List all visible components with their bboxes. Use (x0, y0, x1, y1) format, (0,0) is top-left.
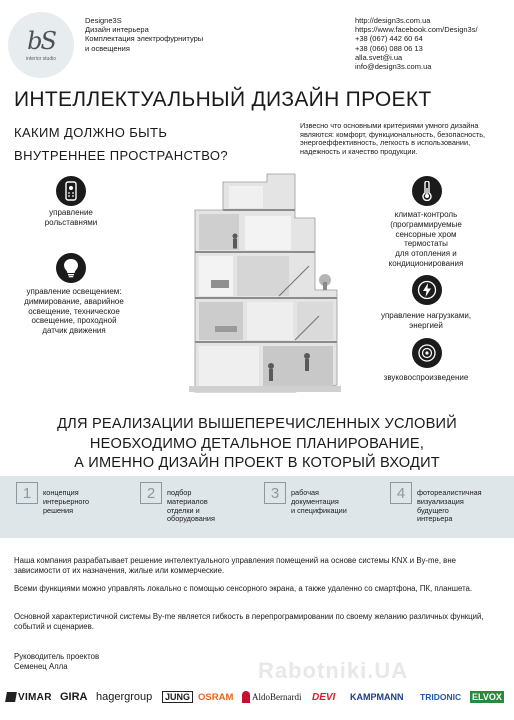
subtitle-line: А ИМЕННО ДИЗАЙН ПРОЕКТ В КОТОРЫЙ ВХОДИТ (74, 455, 440, 471)
brand-name: KAMPMANN (350, 692, 404, 702)
contact-info (355, 16, 510, 71)
step-line: подбор (167, 488, 192, 497)
feature-label-line: рольставнями (44, 217, 98, 227)
loads-label (356, 311, 496, 331)
paragraph-control: Всеми функциями можно управлять локально с помощью сенсорного экрана, а также удаленно со смартфона, ПК, планшета. (14, 584, 473, 593)
facebook-link[interactable]: https://www.facebook.com/Design3s/ (355, 25, 478, 35)
step-line: концепция (43, 488, 79, 497)
manager-signature (14, 652, 214, 671)
paragraph-knx: Наша компания разрабатывает решение интелектуального управления помещений на основе системы KNX и By-me, вне зависимости от их назначения, жилые или коммерческие. (14, 556, 456, 575)
step-line: документация (291, 496, 339, 506)
studio-logo (8, 12, 74, 78)
paragraph-byme: Основной характеристичной системы By-me является гибкость в перепрограмировании по своему желанию различных функций, событий и сценариев. (14, 612, 484, 631)
step-1 (16, 482, 136, 532)
brand-name: ELVOX (472, 692, 502, 702)
brand-name: GIRA (60, 691, 88, 703)
main-title: ИНТЕЛЛЕКТУАЛЬНЫЙ ДИЗАЙН ПРОЕКТ (14, 88, 432, 111)
brand-name: JUNG (162, 691, 193, 703)
brand-jung (162, 683, 196, 711)
house-section-illustration (175, 170, 350, 395)
project-steps-band (0, 476, 514, 538)
brand-name: hagergroup (96, 691, 153, 703)
step-text (43, 489, 133, 515)
question-line: КАКИМ ДОЛЖНО БЫТЬ (14, 125, 168, 140)
step-line: решения (43, 505, 74, 515)
feature-label-line: (программируемые (390, 219, 462, 229)
blinds-label (10, 208, 132, 228)
step-line: визуализация (417, 496, 464, 506)
brand-vimar (6, 683, 56, 711)
step-text (167, 489, 257, 524)
step-2 (140, 482, 260, 532)
brand-tridonic (420, 683, 468, 711)
step-line: фотореалистичная (417, 488, 482, 497)
remote-control-icon (56, 176, 86, 206)
feature-label-line: термостаты (404, 239, 448, 249)
company-info (85, 16, 265, 53)
question-line: ВНУТРЕННЕЕ ПРОСТРАНСТВО? (14, 148, 229, 163)
subtitle-line: НЕОБХОДИМО ДЕТАЛЬНОЕ ПЛАНИРОВАНИЕ, (89, 435, 425, 452)
manager-title: Руководитель проектов (14, 652, 100, 661)
step-3 (264, 482, 384, 532)
feature-label-line: кондиционирования (388, 258, 464, 268)
brand-name: TRIDONIC (420, 692, 462, 702)
company-line: Комплектация электрофурнитуры (85, 34, 204, 44)
step-text (291, 489, 381, 515)
company-line: Дизайн интерьера (85, 25, 149, 35)
logo-subtitle: interior studio (25, 55, 56, 62)
step-line: интерьерного (43, 496, 90, 506)
watermark: Rabotniki.UA (258, 658, 409, 683)
brand-elvox (470, 683, 508, 711)
feature-label-line: управление нагрузками, (380, 311, 472, 320)
flame-icon (242, 691, 250, 703)
question-heading (14, 121, 274, 167)
step-line: интерьера (417, 514, 453, 524)
subtitle-line: ДЛЯ РЕАЛИЗАЦИИ ВЫШЕПЕРЕЧИСЛЕННЫХ УСЛОВИЙ (57, 416, 457, 432)
climate-label (356, 210, 496, 269)
phone-2: +38 (066) 088 06 13 (355, 43, 423, 53)
step-number: 2 (140, 482, 162, 504)
vimar-mark-icon (5, 692, 17, 702)
brand-hager (96, 683, 160, 711)
step-4 (390, 482, 510, 532)
step-line: оборудования (167, 514, 215, 524)
brand-osram (198, 683, 242, 711)
step-line: рабочая (291, 488, 320, 497)
brand-kampmann (350, 683, 418, 711)
step-number: 1 (16, 482, 38, 504)
feature-label-line: освещение, проходной (31, 316, 117, 326)
feature-label-line: диммирование, аварийное (24, 296, 124, 306)
brand-name: OSRAM (198, 691, 234, 703)
light-bulb-icon (56, 253, 86, 283)
email-2[interactable]: info@design3s.com.ua (355, 62, 432, 72)
brand-devi (312, 683, 348, 711)
phone-1: +38 (067) 442 60 64 (355, 34, 423, 44)
company-line: и освещения (85, 43, 130, 53)
step-line: будущего (417, 505, 449, 515)
website-link[interactable]: http://design3s.com.ua (355, 16, 431, 25)
lightning-icon (412, 275, 442, 305)
section-subtitle (10, 415, 504, 474)
brand-name: AldoBernardi (252, 692, 302, 702)
speaker-icon (412, 338, 442, 368)
feature-label-line: освещение, техническое (28, 306, 120, 316)
step-line: и спецификации (291, 505, 347, 515)
manager-name: Семенец Алла (14, 661, 68, 671)
brand-name: DEVI (312, 691, 336, 703)
feature-label-line: энергией (409, 320, 443, 330)
step-number: 4 (390, 482, 412, 504)
feature-label-line: датчик движения (42, 326, 106, 336)
company-name: Designe3S (85, 16, 122, 25)
feature-label-line: климат-контроль (394, 210, 458, 219)
sound-label (356, 373, 496, 383)
step-text (417, 489, 507, 524)
brand-aldobernardi (242, 683, 310, 711)
thermometer-icon (412, 176, 442, 206)
feature-label-line: управление освещением: (26, 287, 122, 296)
email-1[interactable]: alla.svet@i.ua (355, 52, 403, 62)
step-line: отделки и (167, 505, 200, 515)
brand-logo-row (6, 683, 508, 711)
feature-label-line: сенсорные хром (395, 229, 457, 239)
criteria-text: Извесно что основными критериями умного дизайна являются: комфорт, функциональность, безопасность, энергоеффективность, легкость в использовании, надежность и качество продукции. (300, 121, 486, 157)
feature-label-line: для отопления и (395, 249, 457, 259)
brand-name: VIMAR (18, 691, 52, 703)
step-number: 3 (264, 482, 286, 504)
step-line: материалов (167, 496, 208, 506)
feature-label-line: управление (49, 208, 93, 217)
feature-label-line: звуковоспроизведение (383, 373, 469, 382)
brand-gira (60, 683, 92, 711)
lighting-label (4, 287, 144, 336)
logo-mark: bS (27, 26, 55, 55)
